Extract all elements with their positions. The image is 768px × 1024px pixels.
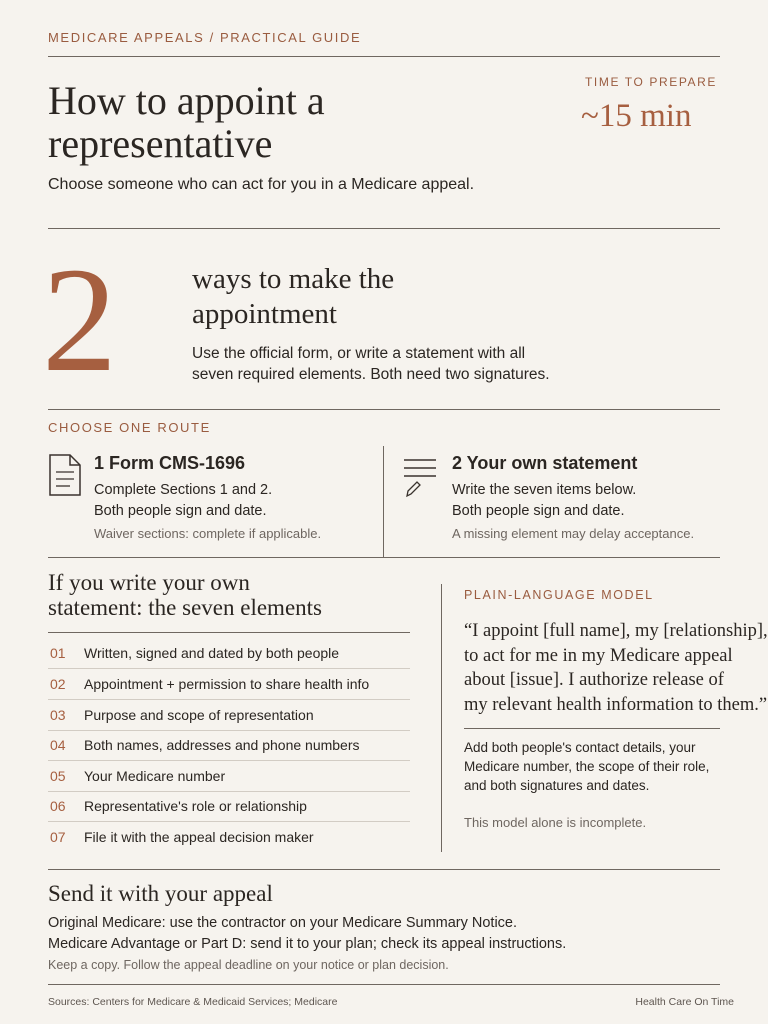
route-1-line1: Complete Sections 1 and 2. (94, 482, 273, 498)
list-item (48, 638, 410, 669)
send-line1: Original Medicare: use the contractor on your Medicare Summary Notice. (48, 915, 518, 931)
model-caveat: This model alone is incomplete. (464, 815, 647, 830)
time-value: ~15 min (581, 98, 692, 134)
model-note-line2: Medicare number, the scope of their role, (464, 759, 710, 774)
element-text: File it with the appeal decision maker (84, 829, 314, 845)
ways-number: 2 (42, 237, 117, 403)
route-divider (383, 446, 384, 557)
route-1-note: Waiver sections: complete if applicable. (94, 526, 322, 541)
elements-heading-line1: If you write your own (48, 570, 250, 595)
footer-brand: Health Care On Time (635, 996, 734, 1008)
element-number: 06 (50, 798, 66, 814)
model-quote-line4: my relevant health information to them.” (464, 695, 768, 715)
ways-desc-line2: seven required elements. Both need two signatures. (192, 366, 550, 383)
element-number: 01 (50, 645, 66, 661)
send-note: Keep a copy. Follow the appeal deadline on your notice or plan decision. (48, 958, 449, 972)
list-item (48, 822, 410, 852)
ways-heading-line1: ways to make the (192, 263, 395, 295)
route-2-line1: Write the seven items below. (452, 482, 637, 498)
footer-sources: Sources: Centers for Medicare & Medicaid Services; Medicare (48, 996, 338, 1008)
write-icon (404, 458, 438, 498)
element-number: 07 (50, 829, 66, 845)
model-quote-line1: “I appoint [full name], my [relationship], (464, 621, 768, 641)
ways-desc-line1: Use the official form, or write a statement with all (192, 345, 526, 362)
ways-heading-line2: appointment (192, 298, 337, 330)
page-title-line2: representative (48, 121, 273, 166)
list-item (48, 669, 410, 700)
list-item (48, 700, 410, 731)
model-note-line1: Add both people's contact details, your (464, 740, 696, 755)
routes-label: CHOOSE ONE ROUTE (48, 420, 211, 435)
element-text: Written, signed and dated by both people (84, 645, 340, 661)
model-label: PLAIN-LANGUAGE MODEL (464, 588, 654, 602)
route-2-line2: Both people sign and date. (452, 503, 625, 519)
divider (48, 557, 720, 558)
element-text: Your Medicare number (84, 768, 226, 784)
divider (48, 632, 410, 633)
route-2-title: 2 Your own statement (452, 453, 638, 473)
element-text: Representative's role or relationship (84, 798, 307, 814)
element-text: Appointment + permission to share health info (84, 676, 370, 692)
column-divider (441, 584, 442, 852)
send-heading: Send it with your appeal (48, 881, 273, 906)
model-quote-line2: to act for me in my Medicare appeal (464, 646, 733, 666)
element-text: Purpose and scope of representation (84, 707, 314, 723)
time-label: TIME TO PREPARE (585, 75, 718, 89)
element-number: 02 (50, 676, 66, 692)
element-number: 05 (50, 768, 66, 784)
page-title-line1: How to appoint a (48, 78, 325, 123)
route-1-title: 1 Form CMS-1696 (94, 453, 246, 473)
model-quote-line3: about [issue]. I authorize release of (464, 670, 724, 690)
route-1-line2: Both people sign and date. (94, 503, 267, 519)
divider (48, 984, 720, 985)
element-text: Both names, addresses and phone numbers (84, 737, 360, 753)
divider (48, 56, 720, 57)
element-number: 03 (50, 707, 66, 723)
model-note-line3: and both signatures and dates. (464, 778, 650, 793)
divider (48, 228, 720, 229)
divider (464, 728, 720, 729)
route-2-note: A missing element may delay acceptance. (452, 526, 695, 541)
send-line2: Medicare Advantage or Part D: send it to your plan; check its appeal instructions. (48, 936, 567, 952)
list-item (48, 761, 410, 792)
list-item (48, 791, 410, 822)
element-number: 04 (50, 737, 66, 753)
divider (48, 869, 720, 870)
document-icon (48, 453, 82, 497)
divider (48, 409, 720, 410)
eyebrow: MEDICARE APPEALS / PRACTICAL GUIDE (48, 30, 362, 45)
elements-heading-line2: statement: the seven elements (48, 595, 322, 620)
list-item (48, 730, 410, 761)
page-subtitle: Choose someone who can act for you in a Medicare appeal. (48, 176, 475, 193)
